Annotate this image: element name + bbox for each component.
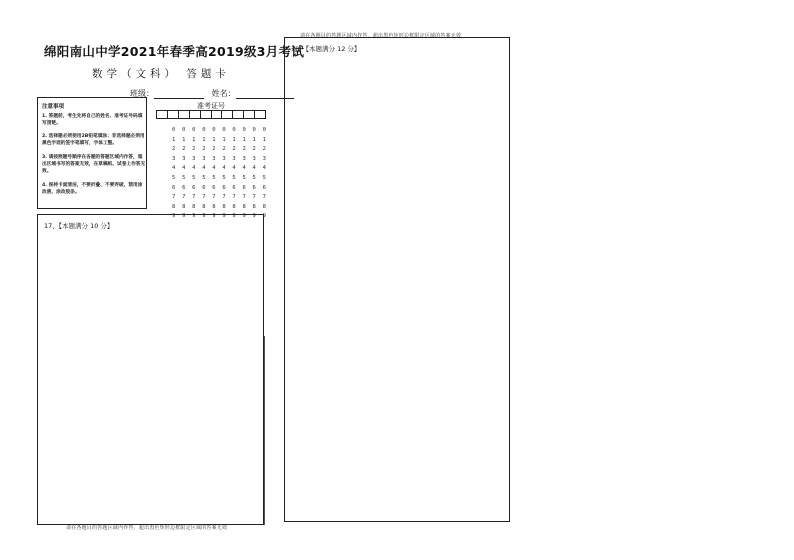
exam-id-digit-bubble[interactable]: 5	[182, 174, 186, 181]
exam-id-digit-bubble[interactable]: 8	[242, 203, 246, 210]
exam-id-digit-bubble[interactable]: 5	[232, 174, 236, 181]
notice-title: 注意事项	[42, 104, 65, 110]
exam-id-digit-row	[172, 156, 266, 166]
exam-id-digit-bubble[interactable]: 3	[232, 155, 236, 162]
exam-id-digit-bubble[interactable]: 8	[252, 203, 256, 210]
exam-id-digit-bubble[interactable]: 7	[252, 194, 256, 201]
exam-id-digit-bubble[interactable]: 3	[242, 155, 246, 162]
exam-id-digit-bubble[interactable]: 1	[202, 136, 206, 143]
exam-id-digit-bubble[interactable]: 6	[232, 184, 236, 191]
class-label: 班级：	[130, 89, 154, 98]
exam-id-digit-bubble[interactable]: 2	[202, 146, 206, 153]
exam-id-digit-bubble[interactable]: 2	[242, 146, 246, 153]
question-18-label: 18、【本题满分 12 分】	[291, 45, 361, 53]
exam-id-digit-bubble[interactable]: 4	[232, 165, 236, 172]
exam-id-digit-bubble[interactable]: 5	[202, 174, 206, 181]
exam-id-digit-bubble[interactable]: 6	[262, 184, 266, 191]
answer-box-q17-side-line	[264, 336, 265, 525]
exam-id-digit-bubble[interactable]: 8	[172, 203, 176, 210]
exam-id-digit-bubble[interactable]: 1	[182, 136, 186, 143]
exam-id-digit-bubble[interactable]: 1	[262, 136, 266, 143]
exam-id-digit-bubble[interactable]: 6	[252, 184, 256, 191]
exam-id-digit-bubble[interactable]: 9	[212, 213, 216, 220]
exam-id-digit-bubble[interactable]: 0	[202, 127, 206, 133]
top-instruction-note: 请在各题目的答题区域内作答，超出黑色矩形边框限定区域的答案无效	[300, 33, 462, 39]
exam-id-digit-bubble[interactable]: 5	[212, 174, 216, 181]
exam-id-digit-bubble[interactable]: 1	[232, 136, 236, 143]
exam-id-digit-bubble[interactable]: 2	[222, 146, 226, 153]
exam-id-digit-bubble[interactable]: 5	[252, 174, 256, 181]
exam-id-digit-bubble[interactable]: 5	[192, 174, 196, 181]
exam-id-digit-bubble[interactable]: 9	[252, 213, 256, 220]
exam-id-digit-bubble[interactable]: 8	[262, 203, 266, 210]
exam-id-digit-bubble[interactable]: 0	[232, 127, 236, 133]
exam-id-digit-bubble[interactable]: 7	[232, 194, 236, 201]
exam-id-digit-bubble[interactable]: 2	[212, 146, 216, 153]
exam-id-digit-bubble[interactable]: 3	[262, 155, 266, 162]
exam-id-digit-bubble[interactable]: 0	[172, 127, 176, 133]
exam-id-digit-bubble[interactable]: 0	[212, 127, 216, 133]
exam-id-digit-bubble[interactable]: 3	[172, 155, 176, 162]
exam-id-digit-bubble[interactable]: 6	[192, 184, 196, 191]
exam-id-digit-bubble[interactable]: 7	[212, 194, 216, 201]
exam-id-digit-row	[172, 127, 266, 137]
exam-id-digit-bubble[interactable]: 2	[172, 146, 176, 153]
exam-id-digit-row	[172, 185, 266, 195]
exam-id-digit-bubble[interactable]: 3	[192, 155, 196, 162]
exam-id-digit-bubble[interactable]: 2	[232, 146, 236, 153]
exam-id-digit-bubble[interactable]: 3	[252, 155, 256, 162]
notice-item: 1. 答题前，考生先将自己的姓名、准考证号码填写清楚。	[42, 114, 143, 126]
exam-id-digit-bubble[interactable]: 9	[232, 213, 236, 220]
exam-id-digit-row	[172, 137, 266, 147]
answer-box-q17[interactable]	[37, 214, 264, 525]
question-17-label: 17、【本题满分 10 分】	[44, 222, 114, 230]
exam-id-digit-bubble[interactable]: 8	[202, 203, 206, 210]
exam-id-digit-bubble[interactable]: 3	[202, 155, 206, 162]
class-field[interactable]	[154, 98, 204, 99]
exam-id-digit-bubble[interactable]: 6	[222, 184, 226, 191]
exam-id-digit-bubble[interactable]: 7	[182, 194, 186, 201]
exam-id-digit-bubble[interactable]: 3	[182, 155, 186, 162]
student-info-line	[130, 88, 294, 99]
exam-id-digit-bubble[interactable]: 3	[212, 155, 216, 162]
exam-id-digit-bubble[interactable]: 7	[202, 194, 206, 201]
bottom-instruction-note: 请在各题目的答题区域内作答，超出黑色矩形边框限定区域的答案无效	[66, 525, 228, 531]
notice-item: 3. 请按照题号顺序在各题的答题区域内作答，超出区域书写的答案无效，在草稿纸、试卷上作答无效。	[42, 155, 146, 174]
exam-id-digit-bubble[interactable]: 1	[252, 136, 256, 143]
page-title: 绵阳南山中学2021年春季高2019级3月考试	[44, 44, 305, 59]
exam-id-digit-bubble[interactable]: 4	[252, 165, 256, 172]
exam-id-digit-bubble[interactable]: 4	[242, 165, 246, 172]
exam-id-digit-bubble[interactable]: 9	[192, 213, 196, 220]
exam-id-digit-bubble[interactable]: 1	[242, 136, 246, 143]
exam-id-digit-bubble[interactable]: 5	[172, 174, 176, 181]
exam-id-digit-bubble[interactable]: 8	[212, 203, 216, 210]
answer-box-q18[interactable]	[284, 37, 510, 522]
exam-id-digit-bubble[interactable]: 6	[172, 184, 176, 191]
notice-item: 4. 保持卡面清洁，不要折叠、不要弄破，禁用涂改液、涂改胶条。	[42, 183, 143, 195]
name-label: 姓名：	[211, 89, 236, 98]
exam-id-digit-row	[172, 146, 266, 156]
exam-id-digit-bubble[interactable]: 4	[222, 165, 226, 172]
exam-id-digit-bubble[interactable]: 1	[222, 136, 226, 143]
exam-id-digit-bubble[interactable]: 6	[202, 184, 206, 191]
exam-id-digit-bubble[interactable]: 2	[262, 146, 266, 153]
exam-id-digit-bubble[interactable]: 4	[172, 165, 176, 172]
exam-id-digit-bubble[interactable]: 4	[192, 165, 196, 172]
exam-id-digit-bubble[interactable]: 9	[182, 213, 186, 220]
exam-id-digit-bubble[interactable]: 4	[212, 165, 216, 172]
exam-id-digit-bubble[interactable]: 9	[242, 213, 246, 220]
exam-id-digit-bubble[interactable]: 7	[242, 194, 246, 201]
exam-id-digit-bubble[interactable]: 2	[192, 146, 196, 153]
exam-id-digit-bubble[interactable]: 1	[172, 136, 176, 143]
exam-id-bubble-grid[interactable]	[172, 127, 266, 223]
notice-item: 2. 选择题必须使用2B铅笔填涂；非选择题必须用黑色字迹的签字笔填写，字体工整。	[42, 134, 145, 146]
exam-id-digit-bubble[interactable]: 6	[212, 184, 216, 191]
exam-id-digit-bubble[interactable]: 0	[182, 127, 186, 133]
exam-id-label: 准考证号	[197, 102, 225, 110]
exam-id-digit-bubble[interactable]: 8	[182, 203, 186, 210]
exam-id-digit-bubble[interactable]: 9	[222, 213, 226, 220]
exam-id-digit-bubble[interactable]: 0	[192, 127, 196, 133]
exam-id-digit-bubble[interactable]: 7	[222, 194, 226, 201]
exam-id-digit-bubble[interactable]: 9	[262, 213, 266, 220]
exam-id-digit-bubble[interactable]: 8	[232, 203, 236, 210]
exam-id-digit-bubble[interactable]: 5	[222, 174, 226, 181]
exam-id-digit-bubble[interactable]: 4	[202, 165, 206, 172]
exam-id-digit-bubble[interactable]: 2	[252, 146, 256, 153]
exam-id-digit-row	[172, 204, 266, 214]
exam-id-digit-bubble[interactable]: 0	[252, 127, 256, 133]
exam-id-digit-bubble[interactable]: 0	[242, 127, 246, 133]
exam-id-digit-bubble[interactable]: 6	[242, 184, 246, 191]
exam-id-digit-bubble[interactable]: 7	[172, 194, 176, 201]
exam-id-digit-row	[172, 165, 266, 175]
page-subtitle: 数学（文科） 答题卡	[92, 68, 230, 80]
exam-id-digit-bubble[interactable]: 0	[262, 127, 266, 133]
exam-id-digit-bubble[interactable]: 4	[262, 165, 266, 172]
exam-id-digit-bubble[interactable]: 9	[202, 213, 206, 220]
exam-id-digit-bubble[interactable]: 8	[222, 203, 226, 210]
notice-box	[37, 97, 147, 209]
exam-id-digit-bubble[interactable]: 7	[262, 194, 266, 201]
exam-id-digit-bubble[interactable]: 1	[192, 136, 196, 143]
exam-id-digit-bubble[interactable]: 3	[222, 155, 226, 162]
exam-id-digit-bubble[interactable]: 5	[262, 174, 266, 181]
exam-id-boxes[interactable]	[156, 110, 266, 119]
exam-id-digit-row	[172, 194, 266, 204]
exam-id-digit-bubble[interactable]: 1	[212, 136, 216, 143]
exam-id-digit-bubble[interactable]: 6	[182, 184, 186, 191]
exam-id-digit-bubble[interactable]: 8	[192, 203, 196, 210]
exam-id-digit-row	[172, 175, 266, 185]
exam-id-digit-bubble[interactable]: 9	[172, 213, 176, 220]
exam-id-digit-bubble[interactable]: 4	[182, 165, 186, 172]
exam-id-digit-bubble[interactable]: 2	[182, 146, 186, 153]
exam-id-digit-bubble[interactable]: 5	[242, 174, 246, 181]
exam-id-digit-bubble[interactable]: 0	[222, 127, 226, 133]
exam-id-digit-bubble[interactable]: 7	[192, 194, 196, 201]
